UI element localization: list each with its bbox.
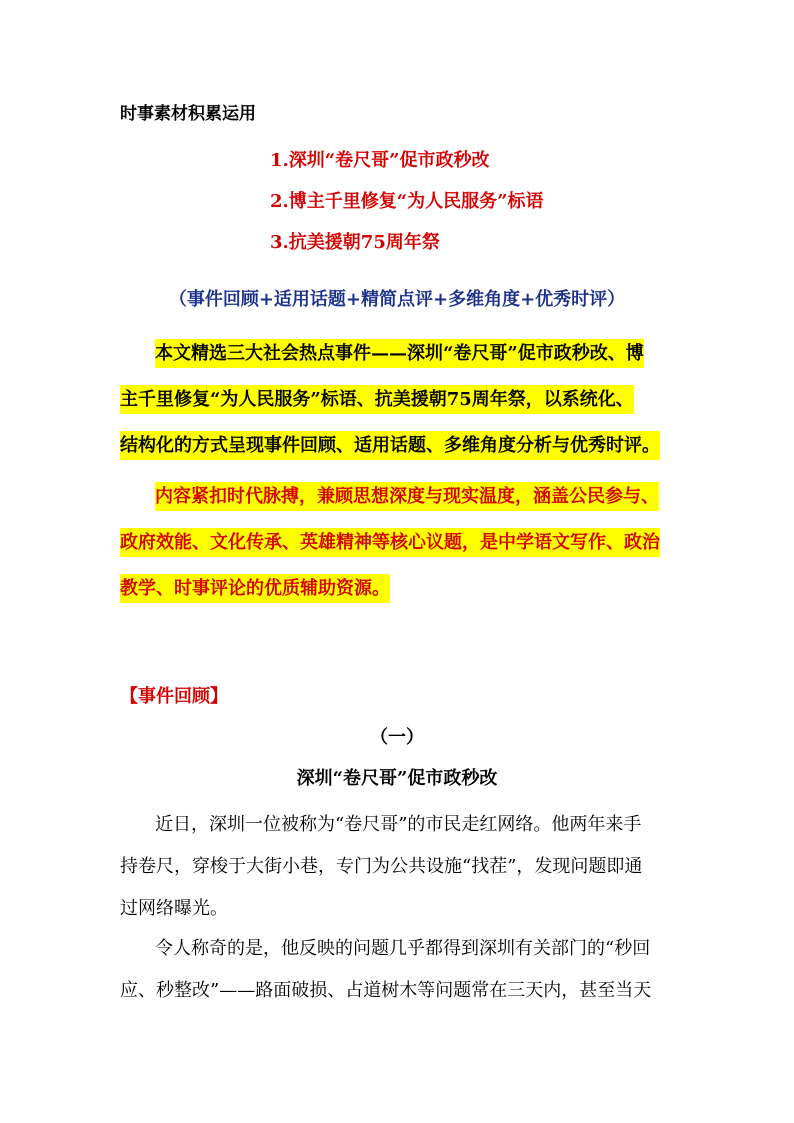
body-line-2: 持卷尺，穿梭于大街小巷，专门为公共设施“找茬”，发现问题即通 bbox=[120, 856, 643, 877]
intro-line-3 bbox=[120, 435, 660, 457]
toc-item-2: 2.博主千里修复“为人民服务”标语 bbox=[270, 191, 544, 212]
body-line-1: 近日，深圳一位被称为“卷尺哥”的市民走红网络。他两年来手 bbox=[155, 814, 642, 835]
value-line-2-text: 政府效能、文化传承、英雄精神等核心议题，是中学语文写作、政治 bbox=[120, 528, 660, 557]
document-subtitle: （事件回顾+适用话题+精简点评+多维角度+优秀时评） bbox=[168, 289, 626, 310]
value-line-2 bbox=[120, 532, 660, 554]
intro-line-1 bbox=[155, 343, 644, 365]
section-tag: 【事件回顾】 bbox=[120, 686, 228, 707]
intro-line-1-text: 本文精选三大社会热点事件——深圳“卷尺哥”促市政秒改、博 bbox=[155, 339, 644, 368]
section-number: （一） bbox=[370, 727, 424, 748]
section-heading: 深圳“卷尺哥”促市政秒改 bbox=[296, 768, 498, 789]
value-line-3 bbox=[120, 578, 390, 600]
toc-item-1: 1.深圳“卷尺哥”促市政秒改 bbox=[270, 150, 490, 171]
toc-item-3: 3.抗美援朝75周年祭 bbox=[270, 232, 440, 253]
document-header-title: 时事素材积累运用 bbox=[120, 104, 256, 124]
intro-line-2 bbox=[120, 389, 634, 411]
value-line-1-text: 内容紧扣时代脉搏，兼顾思想深度与现实温度，涵盖公民参与、 bbox=[155, 482, 659, 511]
value-line-1 bbox=[155, 486, 659, 508]
body-line-5: 应、秒整改”——路面破损、占道树木等问题常在三天内，甚至当天 bbox=[120, 980, 652, 1001]
body-line-4: 令人称奇的是，他反映的问题几乎都得到深圳有关部门的“秒回 bbox=[155, 938, 651, 959]
value-line-3-text: 教学、时事评论的优质辅助资源。 bbox=[120, 574, 390, 603]
intro-line-3-text: 结构化的方式呈现事件回顾、适用话题、多维角度分析与优秀时评。 bbox=[120, 431, 660, 460]
body-line-3: 过网络曝光。 bbox=[120, 898, 228, 919]
intro-line-2-text: 主千里修复“为人民服务”标语、抗美援朝75周年祭，以系统化、 bbox=[120, 385, 634, 414]
